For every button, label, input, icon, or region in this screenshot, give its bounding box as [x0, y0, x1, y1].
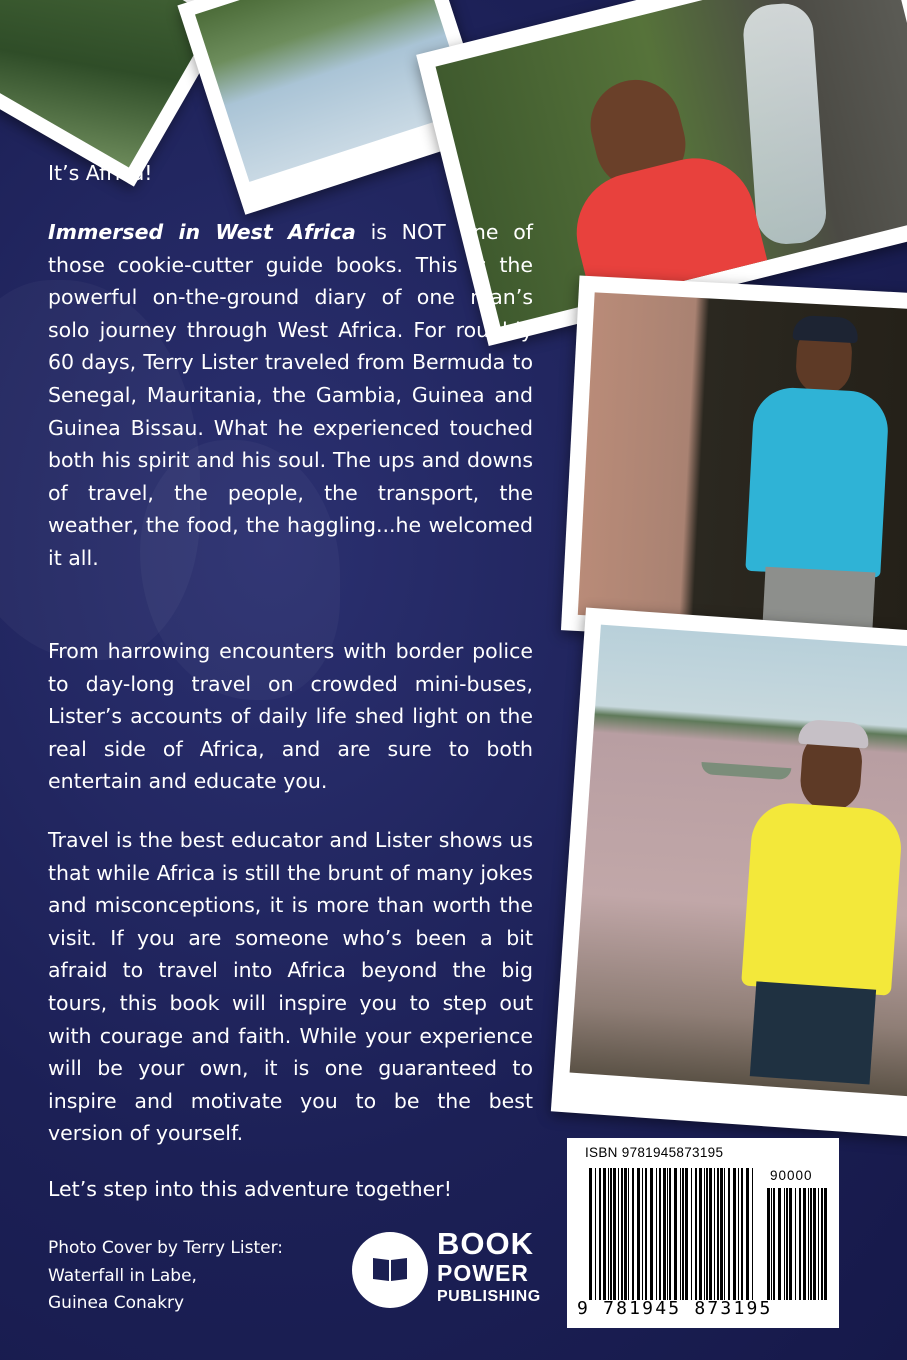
barcode-bar: [624, 1168, 627, 1300]
barcode-bar: [674, 1168, 677, 1300]
intro-line: It’s Africa!: [48, 161, 153, 185]
barcode-bar: [773, 1188, 775, 1300]
barcode-bar: [728, 1168, 730, 1300]
publisher-name: [437, 1228, 541, 1305]
barcode-bar: [720, 1168, 723, 1300]
barcode-bar: [746, 1168, 749, 1300]
barcode-bar: [691, 1168, 692, 1300]
photo-credit: [48, 1235, 283, 1318]
barcode-bar: [784, 1188, 785, 1300]
barcode-bar: [786, 1188, 788, 1300]
barcode-addon-bars: [767, 1188, 829, 1300]
price-code: 90000: [770, 1168, 813, 1183]
barcode-bar: [714, 1168, 715, 1300]
barcode-bar: [613, 1168, 616, 1300]
barcode-bar: [589, 1168, 592, 1300]
barcode-bar: [803, 1188, 806, 1300]
photo-doorway: [561, 276, 907, 650]
barcode-bar: [778, 1188, 781, 1300]
barcode-bar: [724, 1168, 725, 1300]
barcode-bar: [810, 1188, 812, 1300]
barcode-bar: [733, 1168, 736, 1300]
barcode-bar: [610, 1168, 612, 1300]
barcode-digits: 9 781945 873195: [577, 1298, 773, 1319]
barcode-bar: [642, 1168, 643, 1300]
barcode-bar: [699, 1168, 702, 1300]
barcode-bar: [799, 1188, 801, 1300]
barcode-bar: [682, 1168, 684, 1300]
barcode-bar: [789, 1188, 792, 1300]
barcode-bar: [771, 1188, 772, 1300]
barcode-bar: [663, 1168, 666, 1300]
barcode-bar: [618, 1168, 619, 1300]
barcode-bar: [738, 1168, 739, 1300]
barcode-bar: [706, 1168, 708, 1300]
publisher-line-2: POWER: [437, 1260, 529, 1286]
barcode-bar: [621, 1168, 623, 1300]
barcode-bar: [667, 1168, 668, 1300]
book-title: Immersed in West Africa: [48, 220, 356, 244]
photo-credit-line-3: Guinea Conakry: [48, 1293, 185, 1313]
blurb-paragraph-1-body: is NOT one of those cookie-cutter guide books. This is the powerful on-the-ground diary of one man’s solo journey through West Africa. For roughly 60 days, Terry Lister traveled from Bermuda to Senegal, Mauritania, the Gambia, Guinea and Guinea Bissau. What he experienced touched both his spirit and his soul. The ups and downs of travel, the people, the transport, the weather, the food, the haggling...he welcomed it all.: [48, 220, 533, 570]
barcode-bar: [645, 1168, 647, 1300]
blurb-paragraph-3: Travel is the best educator and Lister shows us that while Africa is still the brunt of many jokes and misconceptions, it is more than worth the visit. If you are someone who’s been a bit afraid to travel into Africa beyond the big tours, this book will inspire you to step out with courage and faith. While your experience will be your own, it is one guaranteed to inspire and motivate you to be the best version of yourself.: [48, 828, 533, 1146]
barcode-bar: [603, 1168, 606, 1300]
publisher-line-3: PUBLISHING: [437, 1288, 541, 1305]
blurb-paragraph-1: [48, 216, 533, 575]
barcode-bar: [752, 1168, 753, 1300]
barcode-bars: [589, 1168, 755, 1300]
barcode-bar: [685, 1168, 688, 1300]
isbn-barcode: [567, 1138, 839, 1328]
publisher-line-1: BOOK: [437, 1226, 534, 1261]
closing-line: Let’s step into this adventure together!: [48, 1177, 452, 1201]
barcode-bar: [695, 1168, 697, 1300]
barcode-bar: [637, 1168, 640, 1300]
barcode-bar: [669, 1168, 671, 1300]
barcode-bar: [650, 1168, 653, 1300]
barcode-bar: [808, 1188, 809, 1300]
barcode-bar: [795, 1188, 796, 1300]
barcode-bar: [656, 1168, 657, 1300]
barcode-bar: [595, 1168, 596, 1300]
barcode-bar: [741, 1168, 743, 1300]
photo-lake: [551, 608, 907, 1138]
open-book-icon: [372, 1256, 408, 1282]
barcode-bar: [628, 1168, 629, 1300]
barcode-bar: [632, 1168, 634, 1300]
barcode-bar: [599, 1168, 601, 1300]
barcode-bar: [704, 1168, 705, 1300]
barcode-bar: [608, 1168, 609, 1300]
barcode-bar: [767, 1188, 770, 1300]
barcode-bar: [709, 1168, 712, 1300]
photo-credit-line-1: Photo Cover by Terry Lister:: [48, 1238, 284, 1258]
barcode-bar: [680, 1168, 681, 1300]
barcode-bar: [659, 1168, 661, 1300]
isbn-label: ISBN 9781945873195: [585, 1145, 724, 1160]
barcode-bar: [717, 1168, 719, 1300]
photo-credit-line-2: Waterfall in Labe,: [48, 1265, 197, 1286]
blurb-paragraph-2: From harrowing encounters with border police to day-long travel on crowded mini-buses, Lister’s accounts of daily life shed light on the real side of Africa, and are sure to both entertain and educate you.: [48, 639, 533, 794]
publisher-logo: [352, 1232, 428, 1308]
barcode-bar: [813, 1188, 816, 1300]
barcode-bar: [818, 1188, 819, 1300]
barcode-bar: [824, 1188, 827, 1300]
barcode-bar: [821, 1188, 823, 1300]
